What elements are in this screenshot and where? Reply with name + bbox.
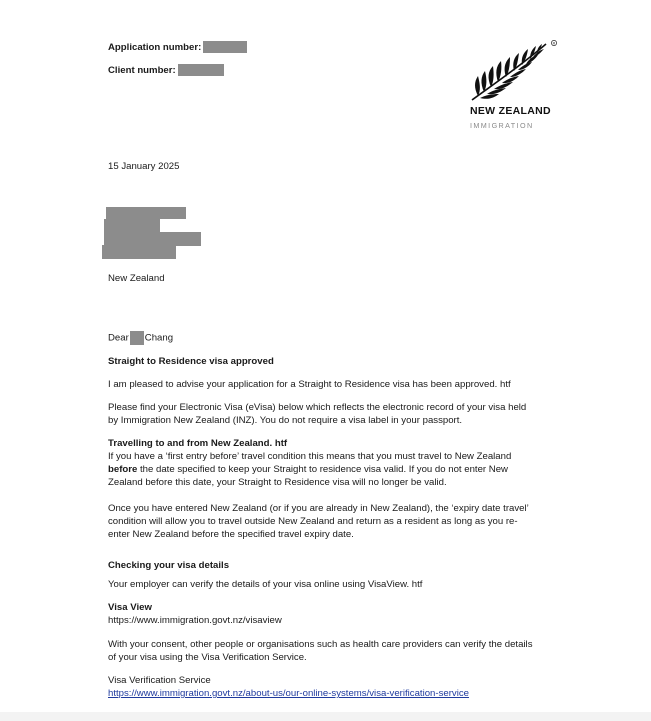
approval-paragraph: I am pleased to advise your application for a Straight to Residence visa has been approved. htf: [108, 379, 511, 390]
address-country: New Zealand: [108, 273, 165, 284]
redacted-address-line-2a: [104, 219, 160, 233]
letter-date: 15 January 2025: [108, 161, 180, 172]
travel-heading: Travelling to and from New Zealand. htf: [108, 438, 288, 449]
greeting-prefix: Dear: [108, 332, 129, 344]
entered-paragraph-line-3: enter New Zealand before the specified travel expiry date.: [108, 529, 354, 540]
travel-paragraph-line-2: [108, 463, 508, 476]
evisa-paragraph-line-2: by Immigration New Zealand (INZ). You do not require a visa label in your passport.: [108, 415, 463, 426]
svg-text:R: R: [552, 41, 556, 46]
entered-paragraph-line-2: condition will allow you to travel outside New Zealand and return as a resident as long as you re-: [108, 516, 518, 527]
application-number-row: [108, 41, 247, 54]
client-number-row: [108, 64, 224, 77]
travel-paragraph-line-3: Zealand before this date, your Straight to Residence visa will no longer be valid.: [108, 477, 447, 488]
visaview-heading: Visa View: [108, 602, 152, 613]
redacted-address-line-1: [106, 207, 186, 219]
subject-heading: Straight to Residence visa approved: [108, 356, 274, 367]
greeting-name: Chang: [144, 332, 174, 344]
travel-paragraph-line-1: If you have a ‘first entry before’ travel condition this means that you must travel to New Zealand: [108, 451, 512, 462]
client-number-label: Client number:: [108, 65, 176, 76]
before-emphasis: before: [108, 464, 138, 475]
logo-subtitle: IMMIGRATION: [470, 121, 534, 130]
greeting: [108, 331, 173, 345]
consent-paragraph-line-2: of your visa using the Visa Verification Service.: [108, 652, 307, 663]
redacted-address-line-2: [104, 232, 201, 246]
entered-paragraph-line-1: Once you have entered New Zealand (or if you are already in New Zealand), the ‘expiry date travel’: [108, 503, 529, 514]
page-bottom-edge: [0, 712, 651, 721]
check-paragraph: Your employer can verify the details of your visa online using VisaView. htf: [108, 579, 423, 590]
application-number-label: Application number:: [108, 42, 202, 53]
vvs-heading: Visa Verification Service: [108, 675, 211, 686]
redacted-client-number: [178, 64, 224, 76]
travel-line-2-rest: the date specified to keep your Straight to residence visa valid. If you do not enter New: [137, 464, 508, 475]
redacted-first-name: [130, 331, 144, 345]
redacted-address-line-3: [102, 245, 176, 259]
visaview-url: https://www.immigration.govt.nz/visaview: [108, 615, 282, 626]
redacted-application-number: [203, 41, 247, 53]
logo-title: NEW ZEALAND: [470, 105, 551, 117]
consent-paragraph-line-1: With your consent, other people or organisations such as health care providers can verify the details: [108, 639, 533, 650]
check-heading: Checking your visa details: [108, 560, 230, 571]
vvs-link[interactable]: https://www.immigration.govt.nz/about-us/our-online-systems/visa-verification-service: [108, 688, 469, 699]
evisa-paragraph-line-1: Please find your Electronic Visa (eVisa) below which reflects the electronic record of your visa held: [108, 402, 527, 413]
